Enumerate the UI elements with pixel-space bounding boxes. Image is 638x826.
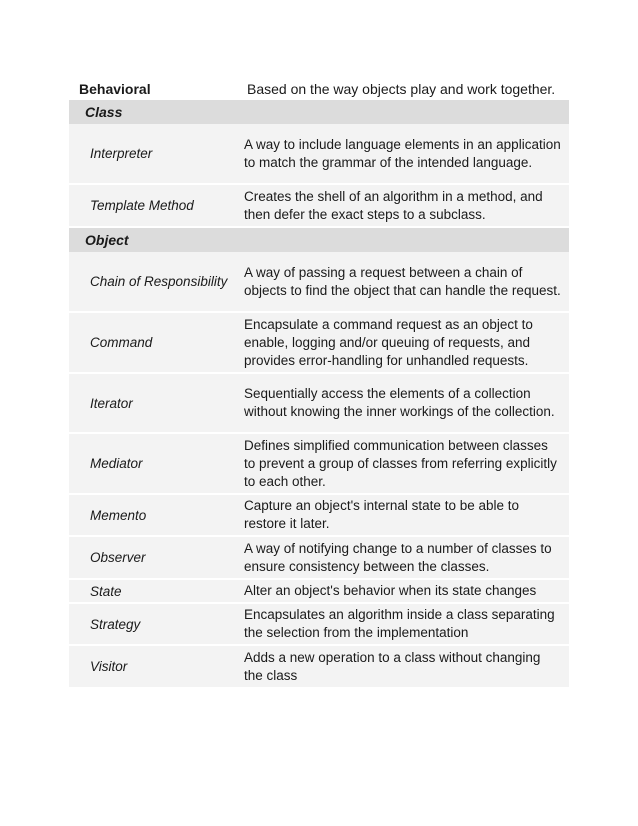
pattern-name: Iterator — [90, 395, 133, 411]
pattern-name: Chain of Responsibility — [90, 274, 228, 289]
table-row — [69, 252, 569, 313]
pattern-name: Interpreter — [90, 146, 153, 161]
pattern-name: Command — [90, 335, 153, 350]
table-row — [69, 646, 569, 689]
table-row — [69, 537, 569, 580]
pattern-description: Capture an object's internal state to be able to restore it later. — [244, 498, 520, 531]
table-row — [69, 313, 569, 374]
table-row — [69, 604, 569, 646]
pattern-description: Alter an object's behavior when its state changes — [244, 583, 537, 598]
patterns-table — [69, 76, 569, 689]
section-row-object — [69, 228, 569, 252]
pattern-description: Encapsulate a command request as an object to enable, logging and/or queuing of requests, and provides error-handling for unhandled requests. — [244, 316, 533, 368]
table-row — [69, 495, 569, 537]
pattern-description: Adds a new operation to a class without changing the class — [244, 649, 541, 683]
pattern-name: Template Method — [90, 198, 194, 213]
pattern-name: Visitor — [90, 659, 128, 674]
table-row — [69, 185, 569, 228]
pattern-description: A way of notifying change to a number of classes to ensure consistency between the classes. — [244, 540, 552, 574]
pattern-description: Defines simplified communication between classes to prevent a group of classes from referring explicitly to each other. — [244, 437, 557, 489]
pattern-name: Memento — [90, 507, 147, 523]
category-heading: Behavioral — [79, 81, 151, 97]
table-row — [69, 580, 569, 604]
pattern-description: Creates the shell of an algorithm in a method, and then defer the exact steps to a subclass. — [244, 188, 543, 222]
table-header-row — [69, 76, 569, 100]
table-row — [69, 434, 569, 495]
section-label: Class — [85, 104, 123, 120]
pattern-description: A way of passing a request between a chain of objects to find the object that can handle the request. — [244, 264, 561, 298]
table-row — [69, 124, 569, 185]
pattern-description: A way to include language elements in an application to match the grammar of the intended language. — [244, 136, 561, 170]
category-description: Based on the way objects play and work together. — [247, 81, 556, 97]
pattern-name: Observer — [90, 550, 146, 565]
pattern-name: Strategy — [90, 616, 141, 632]
pattern-description: Encapsulates an algorithm inside a class separating the selection from the implementation — [244, 607, 555, 640]
pattern-name: State — [90, 583, 122, 599]
pattern-description: Sequentially access the elements of a collection without knowing the inner workings of the collection. — [244, 386, 555, 419]
section-row-class — [69, 100, 569, 124]
table-row — [69, 374, 569, 434]
pattern-name: Mediator — [90, 456, 143, 471]
section-label: Object — [85, 232, 129, 248]
